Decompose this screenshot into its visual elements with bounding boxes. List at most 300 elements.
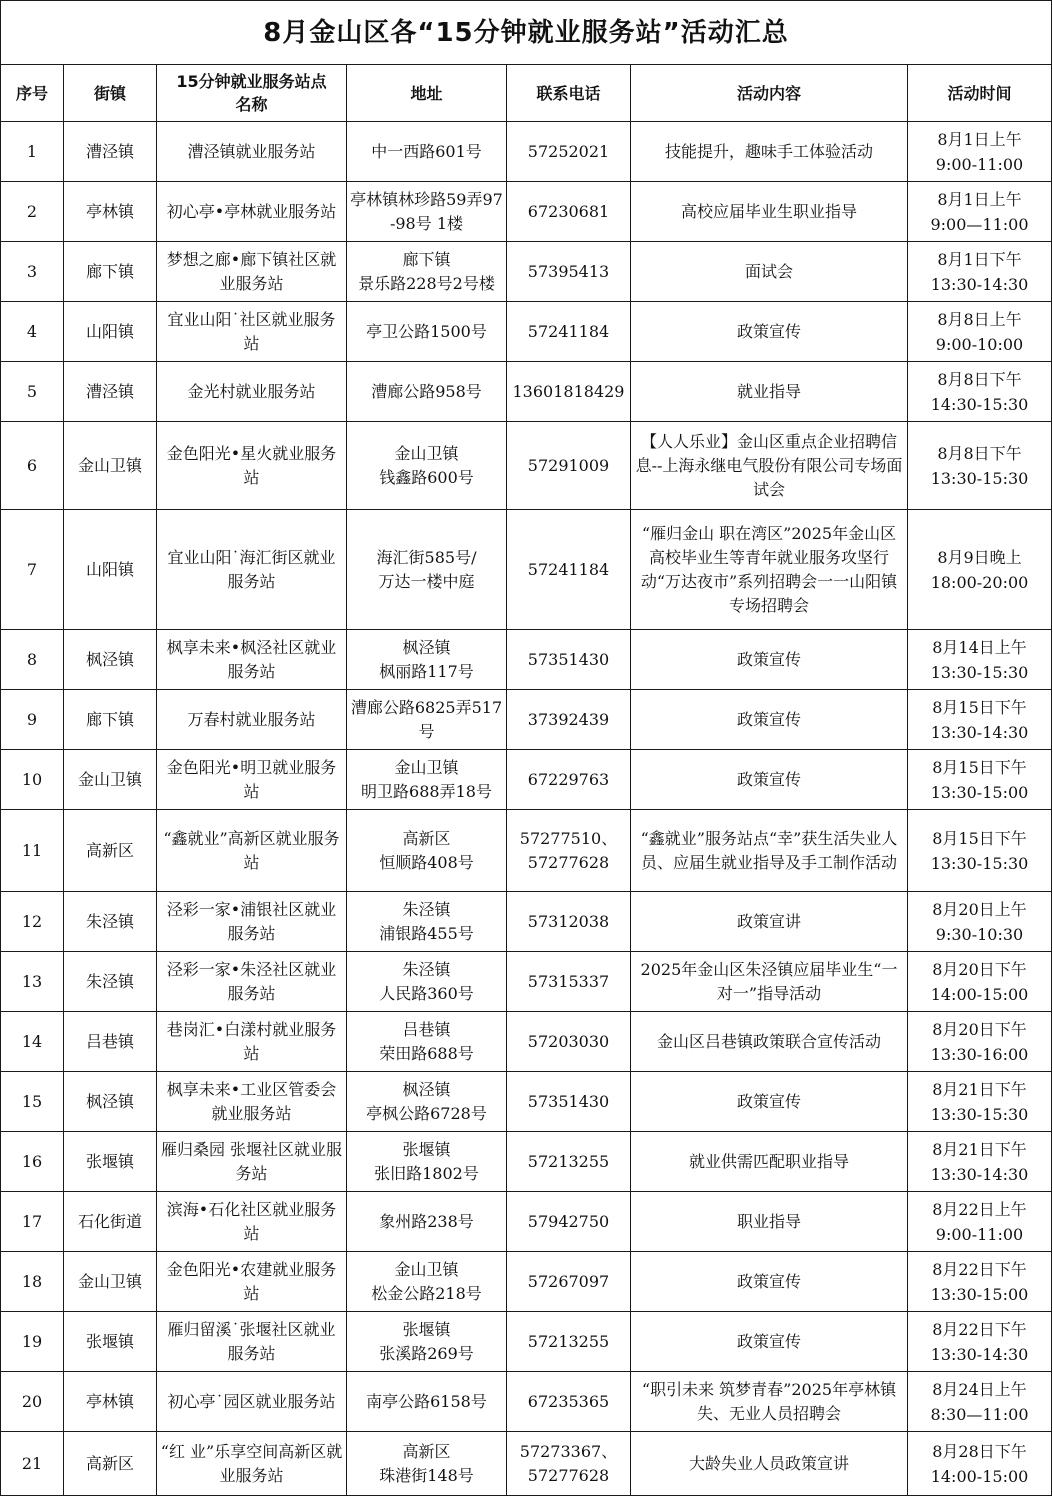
row-town-cell	[64, 630, 157, 690]
table-row	[1, 750, 1052, 810]
row-station-name-cell	[157, 1372, 347, 1432]
row-activity-content-cell	[631, 1192, 908, 1252]
row-station-name: “红 业”乐享空间高新区就业服务站	[160, 1441, 343, 1485]
row-phone-cell	[507, 892, 631, 952]
table-row	[1, 1132, 1052, 1192]
row-address-cell	[347, 1312, 507, 1372]
row-activity-content: 政策宣传	[736, 321, 801, 341]
row-station-name: 泾彩一家•朱泾社区就业服务站	[166, 959, 337, 1003]
row-address-cell	[347, 510, 507, 630]
row-station-name-cell	[157, 1192, 347, 1252]
row-address-cell	[347, 242, 507, 302]
row-station-name-cell	[157, 302, 347, 362]
row-hours: 14:00-15:00	[930, 1466, 1029, 1486]
row-number-cell	[1, 510, 64, 630]
row-town: 朱泾镇	[85, 971, 134, 991]
row-address: 吕巷镇 荣田路688号	[379, 1019, 474, 1063]
row-station-name: 巷岗汇•白漾村就业服务站	[166, 1019, 337, 1063]
row-hours: 13:30-15:30	[930, 662, 1029, 682]
row-number: 11	[21, 840, 43, 860]
row-phone-cell	[507, 690, 631, 750]
row-date: 8月8日上午	[937, 309, 1022, 329]
row-station-name-cell	[157, 810, 347, 892]
row-activity-content-cell	[631, 1312, 908, 1372]
row-town: 山阳镇	[85, 559, 134, 579]
table-row	[1, 1312, 1052, 1372]
row-phone: 57273367、 57277628	[519, 1441, 618, 1485]
row-station-name: 宜业山阳˙海汇街区就业服务站	[167, 547, 336, 591]
row-phone: 67230681	[527, 201, 610, 221]
row-time-cell	[908, 122, 1052, 182]
row-address: 金山卫镇 明卫路688弄18号	[361, 757, 492, 801]
row-number: 15	[21, 1091, 43, 1111]
row-activity-content-cell	[631, 1132, 908, 1192]
row-phone: 57241184	[527, 559, 610, 579]
row-address: 南亭公路6158号	[366, 1391, 487, 1411]
row-address: 亭林镇林珍路59弄97-98号 1楼	[350, 189, 503, 233]
row-number-cell	[1, 1072, 64, 1132]
row-number-cell	[1, 810, 64, 892]
row-activity-content-cell	[631, 810, 908, 892]
row-activity-content: 【人人乐业】金山区重点企业招聘信息--上海永继电气股份有限公司专场面试会	[635, 431, 903, 499]
row-station-name-cell	[157, 690, 347, 750]
row-number-cell	[1, 242, 64, 302]
row-hours: 14:00-15:00	[930, 984, 1029, 1004]
row-number-cell	[1, 952, 64, 1012]
row-address: 海汇街585号/ 万达一楼中庭	[376, 547, 477, 591]
row-address: 张堰镇 张旧路1802号	[374, 1139, 479, 1183]
table-row	[1, 1432, 1052, 1496]
row-number-cell	[1, 892, 64, 952]
row-number: 17	[21, 1211, 43, 1231]
row-station-name-cell	[157, 892, 347, 952]
row-phone: 57213255	[527, 1151, 610, 1171]
row-number: 1	[26, 141, 38, 161]
header-content: 活动内容	[631, 65, 908, 122]
row-activity-content: “鑫就业”服务站点“幸”获生活失业人员、应届生就业指导及手工制作活动	[640, 828, 898, 872]
row-address-cell	[347, 302, 507, 362]
row-address: 象州路238号	[379, 1211, 474, 1231]
row-address-cell	[347, 630, 507, 690]
row-time-cell	[908, 1132, 1052, 1192]
row-station-name-cell	[157, 1072, 347, 1132]
row-town-cell	[64, 1132, 157, 1192]
row-time-cell	[908, 1072, 1052, 1132]
row-town-cell	[64, 302, 157, 362]
row-number: 4	[26, 321, 38, 341]
row-time-cell	[908, 1432, 1052, 1496]
row-number-cell	[1, 690, 64, 750]
row-town-cell	[64, 1312, 157, 1372]
row-number-cell	[1, 1252, 64, 1312]
row-address-cell	[347, 422, 507, 510]
row-phone: 57395413	[527, 261, 610, 281]
row-phone-cell	[507, 1432, 631, 1496]
row-town: 张堰镇	[85, 1151, 134, 1171]
row-activity-content-cell	[631, 302, 908, 362]
row-town: 廊下镇	[85, 709, 134, 729]
row-address-cell	[347, 1012, 507, 1072]
row-town: 枫泾镇	[85, 1091, 134, 1111]
row-address-cell	[347, 1192, 507, 1252]
row-phone-cell	[507, 510, 631, 630]
header-station: 15分钟就业服务站点名称	[157, 65, 347, 122]
row-address: 漕廊公路958号	[371, 381, 482, 401]
row-number: 6	[26, 455, 38, 475]
row-date: 8月22日下午	[932, 1259, 1027, 1279]
row-number: 19	[21, 1331, 43, 1351]
row-phone: 57252021	[527, 141, 610, 161]
table-row	[1, 1252, 1052, 1312]
row-date: 8月8日下午	[937, 369, 1022, 389]
row-phone: 57315337	[527, 971, 610, 991]
row-activity-content-cell	[631, 1372, 908, 1432]
row-hours: 13:30-15:30	[930, 468, 1029, 488]
row-date: 8月24日上午	[932, 1379, 1027, 1399]
row-time-cell	[908, 362, 1052, 422]
row-activity-content-cell	[631, 1012, 908, 1072]
row-address-cell	[347, 892, 507, 952]
row-town: 亭林镇	[85, 1391, 134, 1411]
row-hours: 13:30-14:30	[930, 722, 1029, 742]
row-station-name: 雁归留溪˙张堰社区就业服务站	[167, 1319, 336, 1363]
row-address: 金山卫镇 松金公路218号	[371, 1259, 482, 1303]
table-row	[1, 242, 1052, 302]
row-town: 漕泾镇	[85, 381, 134, 401]
header-address: 地址	[347, 65, 507, 122]
row-activity-content-cell	[631, 952, 908, 1012]
row-phone-cell	[507, 630, 631, 690]
row-phone: 37392439	[527, 709, 610, 729]
row-time-cell	[908, 952, 1052, 1012]
row-activity-content: 就业供需匹配职业指导	[688, 1151, 849, 1171]
row-phone-cell	[507, 362, 631, 422]
row-address-cell	[347, 1072, 507, 1132]
row-number: 16	[21, 1151, 43, 1171]
row-phone: 57291009	[527, 455, 610, 475]
row-number: 9	[26, 709, 38, 729]
row-time-cell	[908, 182, 1052, 242]
row-town-cell	[64, 122, 157, 182]
row-address: 高新区 恒顺路408号	[379, 828, 474, 872]
row-number-cell	[1, 630, 64, 690]
row-activity-content-cell	[631, 1252, 908, 1312]
row-time-cell	[908, 690, 1052, 750]
row-phone-cell	[507, 302, 631, 362]
row-station-name-cell	[157, 122, 347, 182]
row-town: 枫泾镇	[85, 649, 134, 669]
row-time-cell	[908, 1372, 1052, 1432]
row-activity-content-cell	[631, 1432, 908, 1496]
row-activity-content-cell	[631, 1072, 908, 1132]
header-no: 序号	[1, 65, 64, 122]
table-row	[1, 810, 1052, 892]
row-activity-content: 技能提升，趣味手工体验活动	[664, 141, 873, 161]
row-phone: 57312038	[527, 911, 610, 931]
row-activity-content: “雁归金山 职在湾区”2025年金山区高校毕业生等青年就业服务攻坚行动“万达夜市”系列招聘会一一山阳镇专场招聘会	[640, 523, 898, 615]
row-town: 张堰镇	[85, 1331, 134, 1351]
table-row	[1, 122, 1052, 182]
row-station-name: 滨海•石化社区就业服务站	[166, 1199, 337, 1243]
row-town: 高新区	[85, 840, 134, 860]
row-date: 8月15日下午	[932, 757, 1027, 777]
row-date: 8月20日下午	[932, 959, 1027, 979]
row-town-cell	[64, 892, 157, 952]
row-activity-content: 面试会	[744, 261, 793, 281]
row-station-name: 初心亭˙园区就业服务站	[167, 1391, 336, 1411]
row-address: 高新区 珠港街148号	[379, 1441, 474, 1485]
row-hours: 13:30-15:30	[930, 853, 1029, 873]
row-activity-content-cell	[631, 630, 908, 690]
table-body	[1, 122, 1052, 1496]
header-town: 街镇	[64, 65, 157, 122]
row-station-name: 漕泾镇就业服务站	[187, 141, 316, 161]
row-town-cell	[64, 690, 157, 750]
row-station-name: 金色阳光•明卫就业服务站	[166, 757, 337, 801]
row-address: 朱泾镇 浦银路455号	[379, 899, 474, 943]
row-station-name: 金色阳光•星火就业服务站	[166, 443, 337, 487]
table-row	[1, 690, 1052, 750]
table-row	[1, 182, 1052, 242]
row-number-cell	[1, 1012, 64, 1072]
row-date: 8月1日上午	[937, 189, 1022, 209]
row-address-cell	[347, 952, 507, 1012]
row-number: 5	[26, 381, 38, 401]
row-time-cell	[908, 750, 1052, 810]
row-activity-content: 就业指导	[736, 381, 801, 401]
table-row	[1, 1072, 1052, 1132]
row-number-cell	[1, 122, 64, 182]
row-number: 10	[21, 769, 43, 789]
row-number-cell	[1, 422, 64, 510]
row-activity-content: 金山区吕巷镇政策联合宣传活动	[656, 1031, 881, 1051]
row-hours: 13:30-14:30	[930, 274, 1029, 294]
row-hours: 13:30-16:00	[930, 1044, 1029, 1064]
row-town-cell	[64, 1072, 157, 1132]
table-row	[1, 1372, 1052, 1432]
row-date: 8月22日下午	[932, 1319, 1027, 1339]
row-date: 8月1日下午	[937, 249, 1022, 269]
row-phone-cell	[507, 1072, 631, 1132]
row-station-name-cell	[157, 630, 347, 690]
row-date: 8月14日上午	[932, 637, 1027, 657]
row-phone: 57241184	[527, 321, 610, 341]
row-phone-cell	[507, 1132, 631, 1192]
row-town: 金山卫镇	[77, 455, 142, 475]
row-address-cell	[347, 182, 507, 242]
row-date: 8月9日晚上	[937, 547, 1022, 567]
row-activity-content-cell	[631, 362, 908, 422]
row-date: 8月22日上午	[932, 1199, 1027, 1219]
page-title: 8月金山区各“15分钟就业服务站”活动汇总	[1, 1, 1052, 65]
row-hours: 9:00—11:00	[930, 214, 1029, 234]
row-station-name: 泾彩一家•浦银社区就业服务站	[166, 899, 337, 943]
row-town-cell	[64, 510, 157, 630]
row-hours: 13:30-15:00	[930, 782, 1029, 802]
row-date: 8月15日下午	[932, 828, 1027, 848]
row-town-cell	[64, 952, 157, 1012]
row-station-name: 初心亭•亭林就业服务站	[166, 201, 337, 221]
row-number: 20	[21, 1391, 43, 1411]
header-phone: 联系电话	[507, 65, 631, 122]
row-station-name-cell	[157, 1312, 347, 1372]
row-date: 8月21日下午	[932, 1139, 1027, 1159]
row-date: 8月28日下午	[932, 1441, 1027, 1461]
row-phone-cell	[507, 810, 631, 892]
row-hours: 13:30-14:30	[930, 1164, 1029, 1184]
table-row	[1, 1012, 1052, 1072]
row-phone: 57267097	[527, 1271, 610, 1291]
table-row	[1, 630, 1052, 690]
row-date: 8月1日上午	[937, 129, 1022, 149]
row-phone: 57942750	[527, 1211, 610, 1231]
row-address-cell	[347, 1252, 507, 1312]
row-station-name-cell	[157, 182, 347, 242]
row-hours: 13:30-15:00	[930, 1284, 1029, 1304]
table-row	[1, 422, 1052, 510]
row-address-cell	[347, 810, 507, 892]
row-date: 8月15日下午	[932, 697, 1027, 717]
row-number-cell	[1, 1372, 64, 1432]
row-number-cell	[1, 750, 64, 810]
row-time-cell	[908, 302, 1052, 362]
row-town-cell	[64, 1012, 157, 1072]
row-address-cell	[347, 1132, 507, 1192]
header-row	[1, 65, 1052, 122]
row-phone: 13601818429	[512, 381, 625, 401]
row-activity-content-cell	[631, 750, 908, 810]
row-activity-content: 大龄失业人员政策宣讲	[688, 1453, 849, 1473]
row-time-cell	[908, 422, 1052, 510]
row-address: 亭卫公路1500号	[366, 321, 487, 341]
row-hours: 13:30-14:30	[930, 1344, 1029, 1364]
row-station-name-cell	[157, 1252, 347, 1312]
row-town-cell	[64, 422, 157, 510]
row-station-name: “鑫就业”高新区就业服务站	[163, 828, 340, 872]
row-address-cell	[347, 1432, 507, 1496]
row-address: 张堰镇 张溪路269号	[379, 1319, 474, 1363]
table-row	[1, 302, 1052, 362]
row-date: 8月20日下午	[932, 1019, 1027, 1039]
row-phone-cell	[507, 750, 631, 810]
row-activity-content: 职业指导	[736, 1211, 801, 1231]
row-station-name-cell	[157, 510, 347, 630]
row-activity-content: 政策宣传	[736, 649, 801, 669]
row-town-cell	[64, 362, 157, 422]
row-town: 石化街道	[77, 1211, 142, 1231]
row-phone-cell	[507, 422, 631, 510]
row-number: 8	[26, 649, 38, 669]
row-address: 枫泾镇 亭枫公路6728号	[366, 1079, 487, 1123]
row-station-name-cell	[157, 750, 347, 810]
row-town-cell	[64, 1432, 157, 1496]
table-row	[1, 892, 1052, 952]
row-station-name-cell	[157, 242, 347, 302]
header-time: 活动时间	[908, 65, 1052, 122]
row-phone: 57351430	[527, 649, 610, 669]
row-phone: 67229763	[527, 769, 610, 789]
row-number: 2	[26, 201, 38, 221]
row-town: 高新区	[85, 1453, 134, 1473]
row-activity-content: 2025年金山区朱泾镇应届毕业生“一对一”指导活动	[640, 959, 898, 1003]
table-row	[1, 952, 1052, 1012]
row-number: 12	[21, 911, 43, 931]
row-phone: 57203030	[527, 1031, 610, 1051]
row-number: 14	[21, 1031, 43, 1051]
row-activity-content-cell	[631, 242, 908, 302]
row-station-name-cell	[157, 1012, 347, 1072]
row-time-cell	[908, 810, 1052, 892]
row-number-cell	[1, 1132, 64, 1192]
row-hours: 9:00-11:00	[935, 154, 1024, 174]
row-date: 8月8日下午	[937, 443, 1022, 463]
row-activity-content: 政策宣讲	[736, 911, 801, 931]
row-phone-cell	[507, 122, 631, 182]
row-number-cell	[1, 1192, 64, 1252]
row-address: 漕廊公路6825弄517号	[350, 697, 503, 741]
row-town: 山阳镇	[85, 321, 134, 341]
row-address-cell	[347, 1372, 507, 1432]
row-town-cell	[64, 1252, 157, 1312]
row-address: 枫泾镇 枫丽路117号	[379, 637, 474, 681]
row-phone-cell	[507, 1192, 631, 1252]
row-time-cell	[908, 1192, 1052, 1252]
row-town-cell	[64, 1192, 157, 1252]
row-town: 漕泾镇	[85, 141, 134, 161]
row-address: 金山卫镇 钱鑫路600号	[379, 443, 474, 487]
row-station-name: 梦想之廊•廊下镇社区就业服务站	[166, 249, 337, 293]
row-time-cell	[908, 242, 1052, 302]
row-hours: 9:00-11:00	[935, 1224, 1024, 1244]
row-phone: 57213255	[527, 1331, 610, 1351]
row-town: 朱泾镇	[85, 911, 134, 931]
row-phone: 67235365	[527, 1391, 610, 1411]
row-number-cell	[1, 1312, 64, 1372]
row-time-cell	[908, 1012, 1052, 1072]
row-town: 金山卫镇	[77, 769, 142, 789]
row-activity-content-cell	[631, 122, 908, 182]
row-phone-cell	[507, 242, 631, 302]
row-station-name: 枫享未来•工业区管委会就业服务站	[166, 1079, 337, 1123]
row-station-name: 万春村就业服务站	[187, 709, 316, 729]
table-row	[1, 362, 1052, 422]
row-phone: 57277510、 57277628	[519, 828, 618, 872]
row-phone: 57351430	[527, 1091, 610, 1111]
row-number-cell	[1, 362, 64, 422]
row-address: 中一西路601号	[371, 141, 482, 161]
row-activity-content-cell	[631, 182, 908, 242]
row-number: 7	[26, 559, 38, 579]
row-station-name: 金光村就业服务站	[187, 381, 316, 401]
row-station-name-cell	[157, 1432, 347, 1496]
row-time-cell	[908, 1312, 1052, 1372]
row-town-cell	[64, 182, 157, 242]
row-number: 21	[21, 1453, 43, 1473]
row-station-name-cell	[157, 1132, 347, 1192]
table-row	[1, 510, 1052, 630]
row-time-cell	[908, 630, 1052, 690]
row-activity-content-cell	[631, 892, 908, 952]
row-activity-content: 政策宣传	[736, 1271, 801, 1291]
row-hours: 9:00-10:00	[935, 334, 1024, 354]
row-town-cell	[64, 1372, 157, 1432]
row-address: 廊下镇 景乐路228号2号楼	[358, 249, 495, 293]
row-number: 18	[21, 1271, 43, 1291]
row-time-cell	[908, 510, 1052, 630]
row-station-name-cell	[157, 952, 347, 1012]
row-town-cell	[64, 750, 157, 810]
row-number-cell	[1, 182, 64, 242]
